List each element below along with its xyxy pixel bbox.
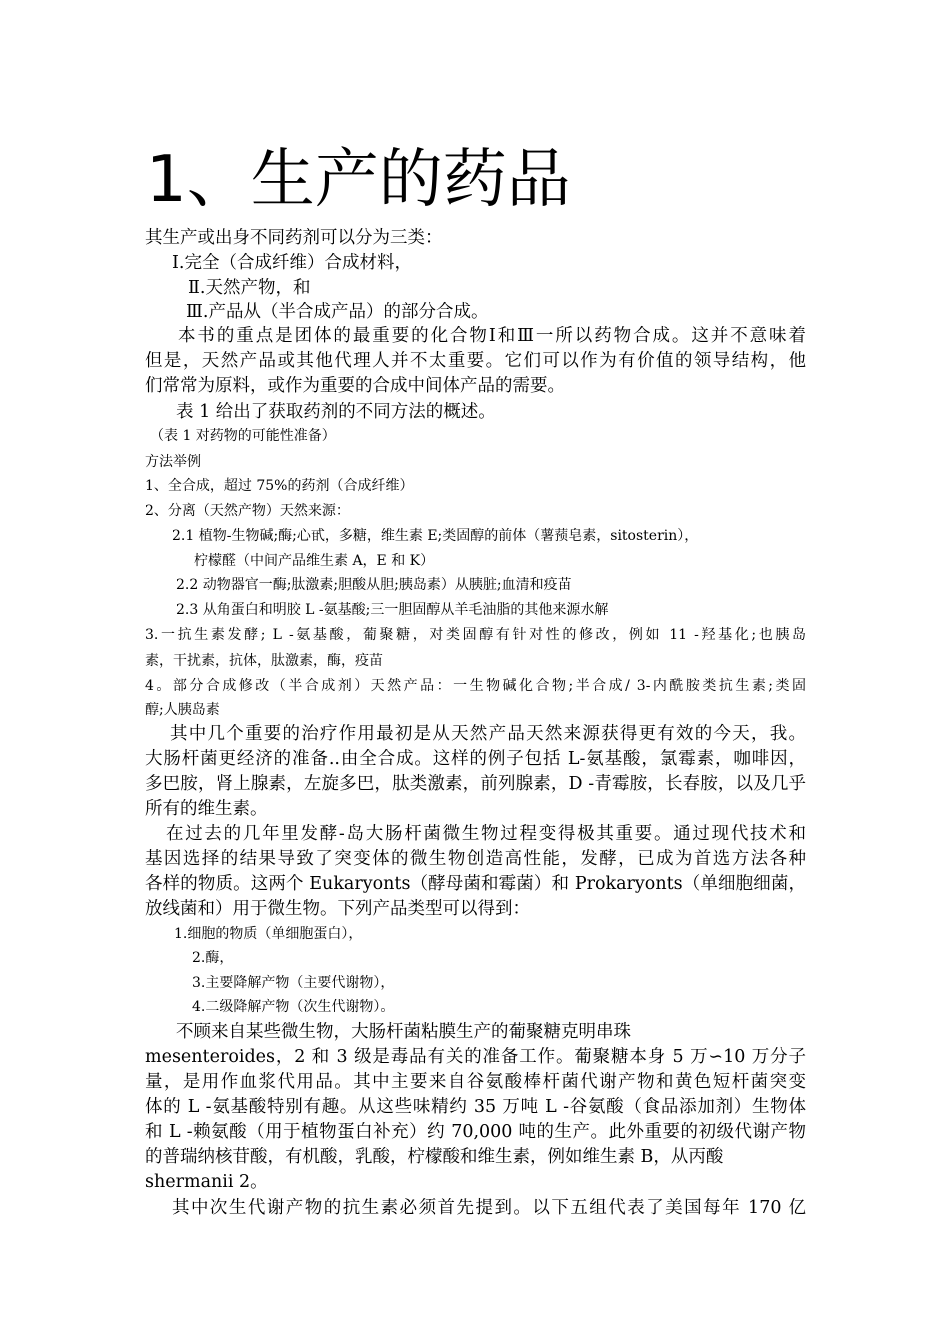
product-item: 1.细胞的物质（单细胞蛋白）， bbox=[174, 926, 363, 942]
table-row: 2、分离（天然产物）天然来源： bbox=[145, 503, 350, 519]
table-row: 2.2 动物器官一酶;肽激素;胆酸从胆;胰岛素）从胰脏;血清和疫苗 bbox=[176, 577, 572, 593]
table-header: 方法举例 bbox=[145, 454, 201, 470]
intro-item-1: Ⅰ.完全（合成纤维）合成材料， bbox=[172, 253, 412, 273]
para4-line-2: 基因选择的结果导致了突变体的微生物创造高性能，发酵，已成为首选方法各种 bbox=[145, 849, 806, 869]
para5-line-7: shermanii 2。 bbox=[145, 1172, 268, 1192]
intro-line: 其生产或出身不同药剂可以分为三类： bbox=[145, 228, 443, 248]
table-caption: （表 1 对药物的可能性准备） bbox=[150, 428, 336, 444]
para3-line-1: 其中几个重要的治疗作用最初是从天然产品天然来源获得更有效的今天，我。 bbox=[170, 724, 806, 744]
para5-line-1: 不顾来自某些微生物，大肠杆菌粘膜生产的葡聚糖克明串珠 bbox=[176, 1022, 631, 1042]
para5-line-5: 和 L -赖氨酸（用于植物蛋白补充）约 70,000 吨的生产。此外重要的初级代谢产物 bbox=[145, 1122, 806, 1142]
intro-item-3: Ⅲ.产品从（半合成产品）的部分合成。 bbox=[186, 302, 489, 322]
para1-line-2: 但是，天然产品或其他代理人并不太重要。它们可以作为有价值的领导结构，他 bbox=[145, 351, 806, 371]
para1-line-3: 们常常为原料，或作为重要的合成中间体产品的需要。 bbox=[145, 376, 565, 396]
table-row: 3.一抗生素发酵; L -氨基酸，葡聚糖，对类固醇有针对性的修改，例如 11 -羟基化;也胰岛 bbox=[145, 627, 806, 643]
para3-line-2: 大肠杆菌更经济的准备..由全合成。这样的例子包括 L-氨基酸，氯霉素，咖啡因， bbox=[145, 749, 806, 769]
para1-line-1: 本书的重点是团体的最重要的化合物Ⅰ和Ⅲ一所以药物合成。这并不意味着 bbox=[178, 326, 806, 346]
table-row: 2.3 从角蛋白和明胶 L -氨基酸;三一胆固醇从羊毛油脂的其他来源水解 bbox=[176, 602, 609, 618]
page-title: 1、生产的药品 bbox=[146, 143, 571, 217]
para2: 表 1 给出了获取药剂的不同方法的概述。 bbox=[176, 402, 496, 422]
para5-line-6: 的普瑞纳核苷酸，有机酸，乳酸，柠檬酸和维生素，例如维生素 B，从丙酸 bbox=[145, 1147, 724, 1167]
para4-line-4: 放线菌和）用于微生物。下列产品类型可以得到： bbox=[145, 899, 530, 919]
table-row: 1、全合成，超过 75%的药剂（合成纤维） bbox=[145, 478, 414, 494]
para4-line-3: 各样的物质。这两个 Eukaryonts（酵母菌和霉菌）和 Prokaryonts（单细胞细菌， bbox=[145, 874, 806, 894]
para6-line-1: 其中次生代谢产物的抗生素必须首先提到。以下五组代表了美国每年 170 亿 bbox=[172, 1198, 806, 1218]
para4-line-1: 在过去的几年里发酵-岛大肠杆菌微生物过程变得极其重要。通过现代技术和 bbox=[166, 824, 806, 844]
product-item: 3.主要降解产物（主要代谢物）， bbox=[192, 975, 395, 991]
product-item: 2.酶， bbox=[192, 950, 234, 966]
para3-line-3: 多巴胺，肾上腺素，左旋多巴，肽类激素，前列腺素，D -青霉胺，长春胺，以及几乎 bbox=[145, 774, 806, 794]
intro-item-2: Ⅱ.天然产物，和 bbox=[188, 278, 311, 298]
table-row: 2.1 植物-生物碱;酶;心甙，多糖，维生素 E;类固醇的前体（薯蓣皂素，sitosterin）， bbox=[172, 528, 699, 544]
para5-line-4: 体的 L -氨基酸特别有趣。从这些味精约 35 万吨 L -谷氨酸（食品添加剂）生物体 bbox=[145, 1097, 806, 1117]
table-row: 醇;人胰岛素 bbox=[145, 702, 220, 718]
para3-line-4: 所有的维生素。 bbox=[145, 799, 268, 819]
product-item: 4.二级降解产物（次生代谢物）。 bbox=[192, 999, 395, 1015]
table-row: 素，干扰素，抗体，肽激素，酶，疫苗 bbox=[145, 653, 383, 669]
table-row: 4。部分合成修改（半合成剂）天然产品：一生物碱化合物;半合成/ 3-内酰胺类抗生素;类固 bbox=[145, 678, 806, 694]
table-row: 柠檬醛（中间产品维生素 A，E 和 K） bbox=[194, 553, 435, 569]
para5-line-3: 量，是用作血浆代用品。其中主要来自谷氨酸棒杆菌代谢产物和黄色短杆菌突变 bbox=[145, 1072, 806, 1092]
para5-line-2: mesenteroides，2 和 3 级是毒品有关的准备工作。葡聚糖本身 5 万∽10 万分子 bbox=[145, 1047, 806, 1067]
